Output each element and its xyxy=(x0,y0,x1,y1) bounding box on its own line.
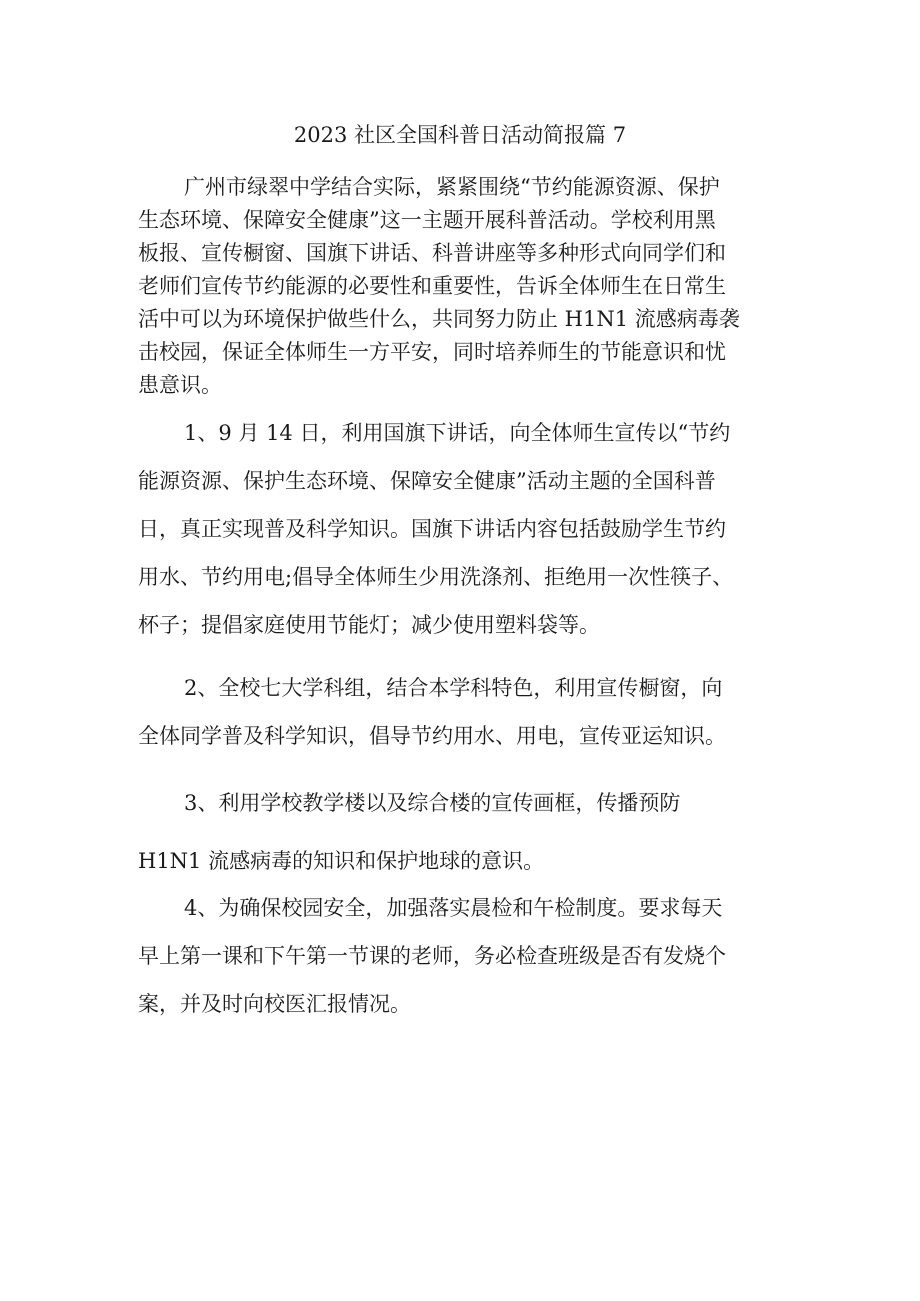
text-line: 2、全校七大学科组，结合本学科特色，利用宣传橱窗，向 xyxy=(184,676,723,700)
text-line: 患意识。 xyxy=(138,373,222,397)
text-line: H1N1 流感病毒的知识和保护地球的意识。 xyxy=(138,849,545,873)
text-line: 能源资源、保护生态环境、保障安全健康”活动主题的全国科普 xyxy=(138,469,716,493)
text-line: 1、9 月 14 日，利用国旗下讲话，向全体师生宣传以“节约 xyxy=(184,421,731,445)
text-line: 日，真正实现普及科学知识。国旗下讲话内容包括鼓励学生节约 xyxy=(138,517,726,541)
text-line: 击校园，保证全体师生一方平安，同时培养师生的节能意识和忧 xyxy=(138,340,726,364)
intro-paragraph xyxy=(138,171,788,402)
item-2-paragraph xyxy=(138,664,788,760)
text-line: 活中可以为环境保护做些什么，共同努力防止 H1N1 流感病毒袭 xyxy=(138,307,740,331)
text-line: 3、利用学校教学楼以及综合楼的宣传画框，传播预防 xyxy=(184,791,681,815)
text-line: 4、为确保校园安全，加强落实晨检和午检制度。要求每天 xyxy=(184,896,723,920)
text-line: 老师们宣传节约能源的必要性和重要性，告诉全体师生在日常生 xyxy=(138,274,726,298)
text-line: 用水、节约用电;倡导全体师生少用洗涤剂、拒绝用一次性筷子、 xyxy=(138,565,734,589)
item-1-paragraph xyxy=(138,409,788,649)
text-line: 板报、宣传橱窗、国旗下讲话、科普讲座等多种形式向同学们和 xyxy=(138,241,726,265)
text-line: 杯子；提倡家庭使用节能灯；减少使用塑料袋等。 xyxy=(138,613,600,637)
text-line: 案，并及时向校医汇报情况。 xyxy=(138,992,411,1016)
text-line: 早上第一课和下午第一节课的老师，务必检查班级是否有发烧个 xyxy=(138,944,726,968)
text-line: 广州市绿翠中学结合实际，紧紧围绕“节约能源资源、保护 xyxy=(184,175,720,199)
document-title: 2023 社区全国科普日活动简报篇 7 xyxy=(293,123,627,147)
item-3-paragraph xyxy=(138,774,788,890)
text-line: 生态环境、保障安全健康”这一主题开展科普活动。学校利用黑 xyxy=(138,208,716,232)
item-4-paragraph xyxy=(138,884,788,1028)
text-line: 全体同学普及科学知识，倡导节约用水、用电，宣传亚运知识。 xyxy=(138,724,726,748)
